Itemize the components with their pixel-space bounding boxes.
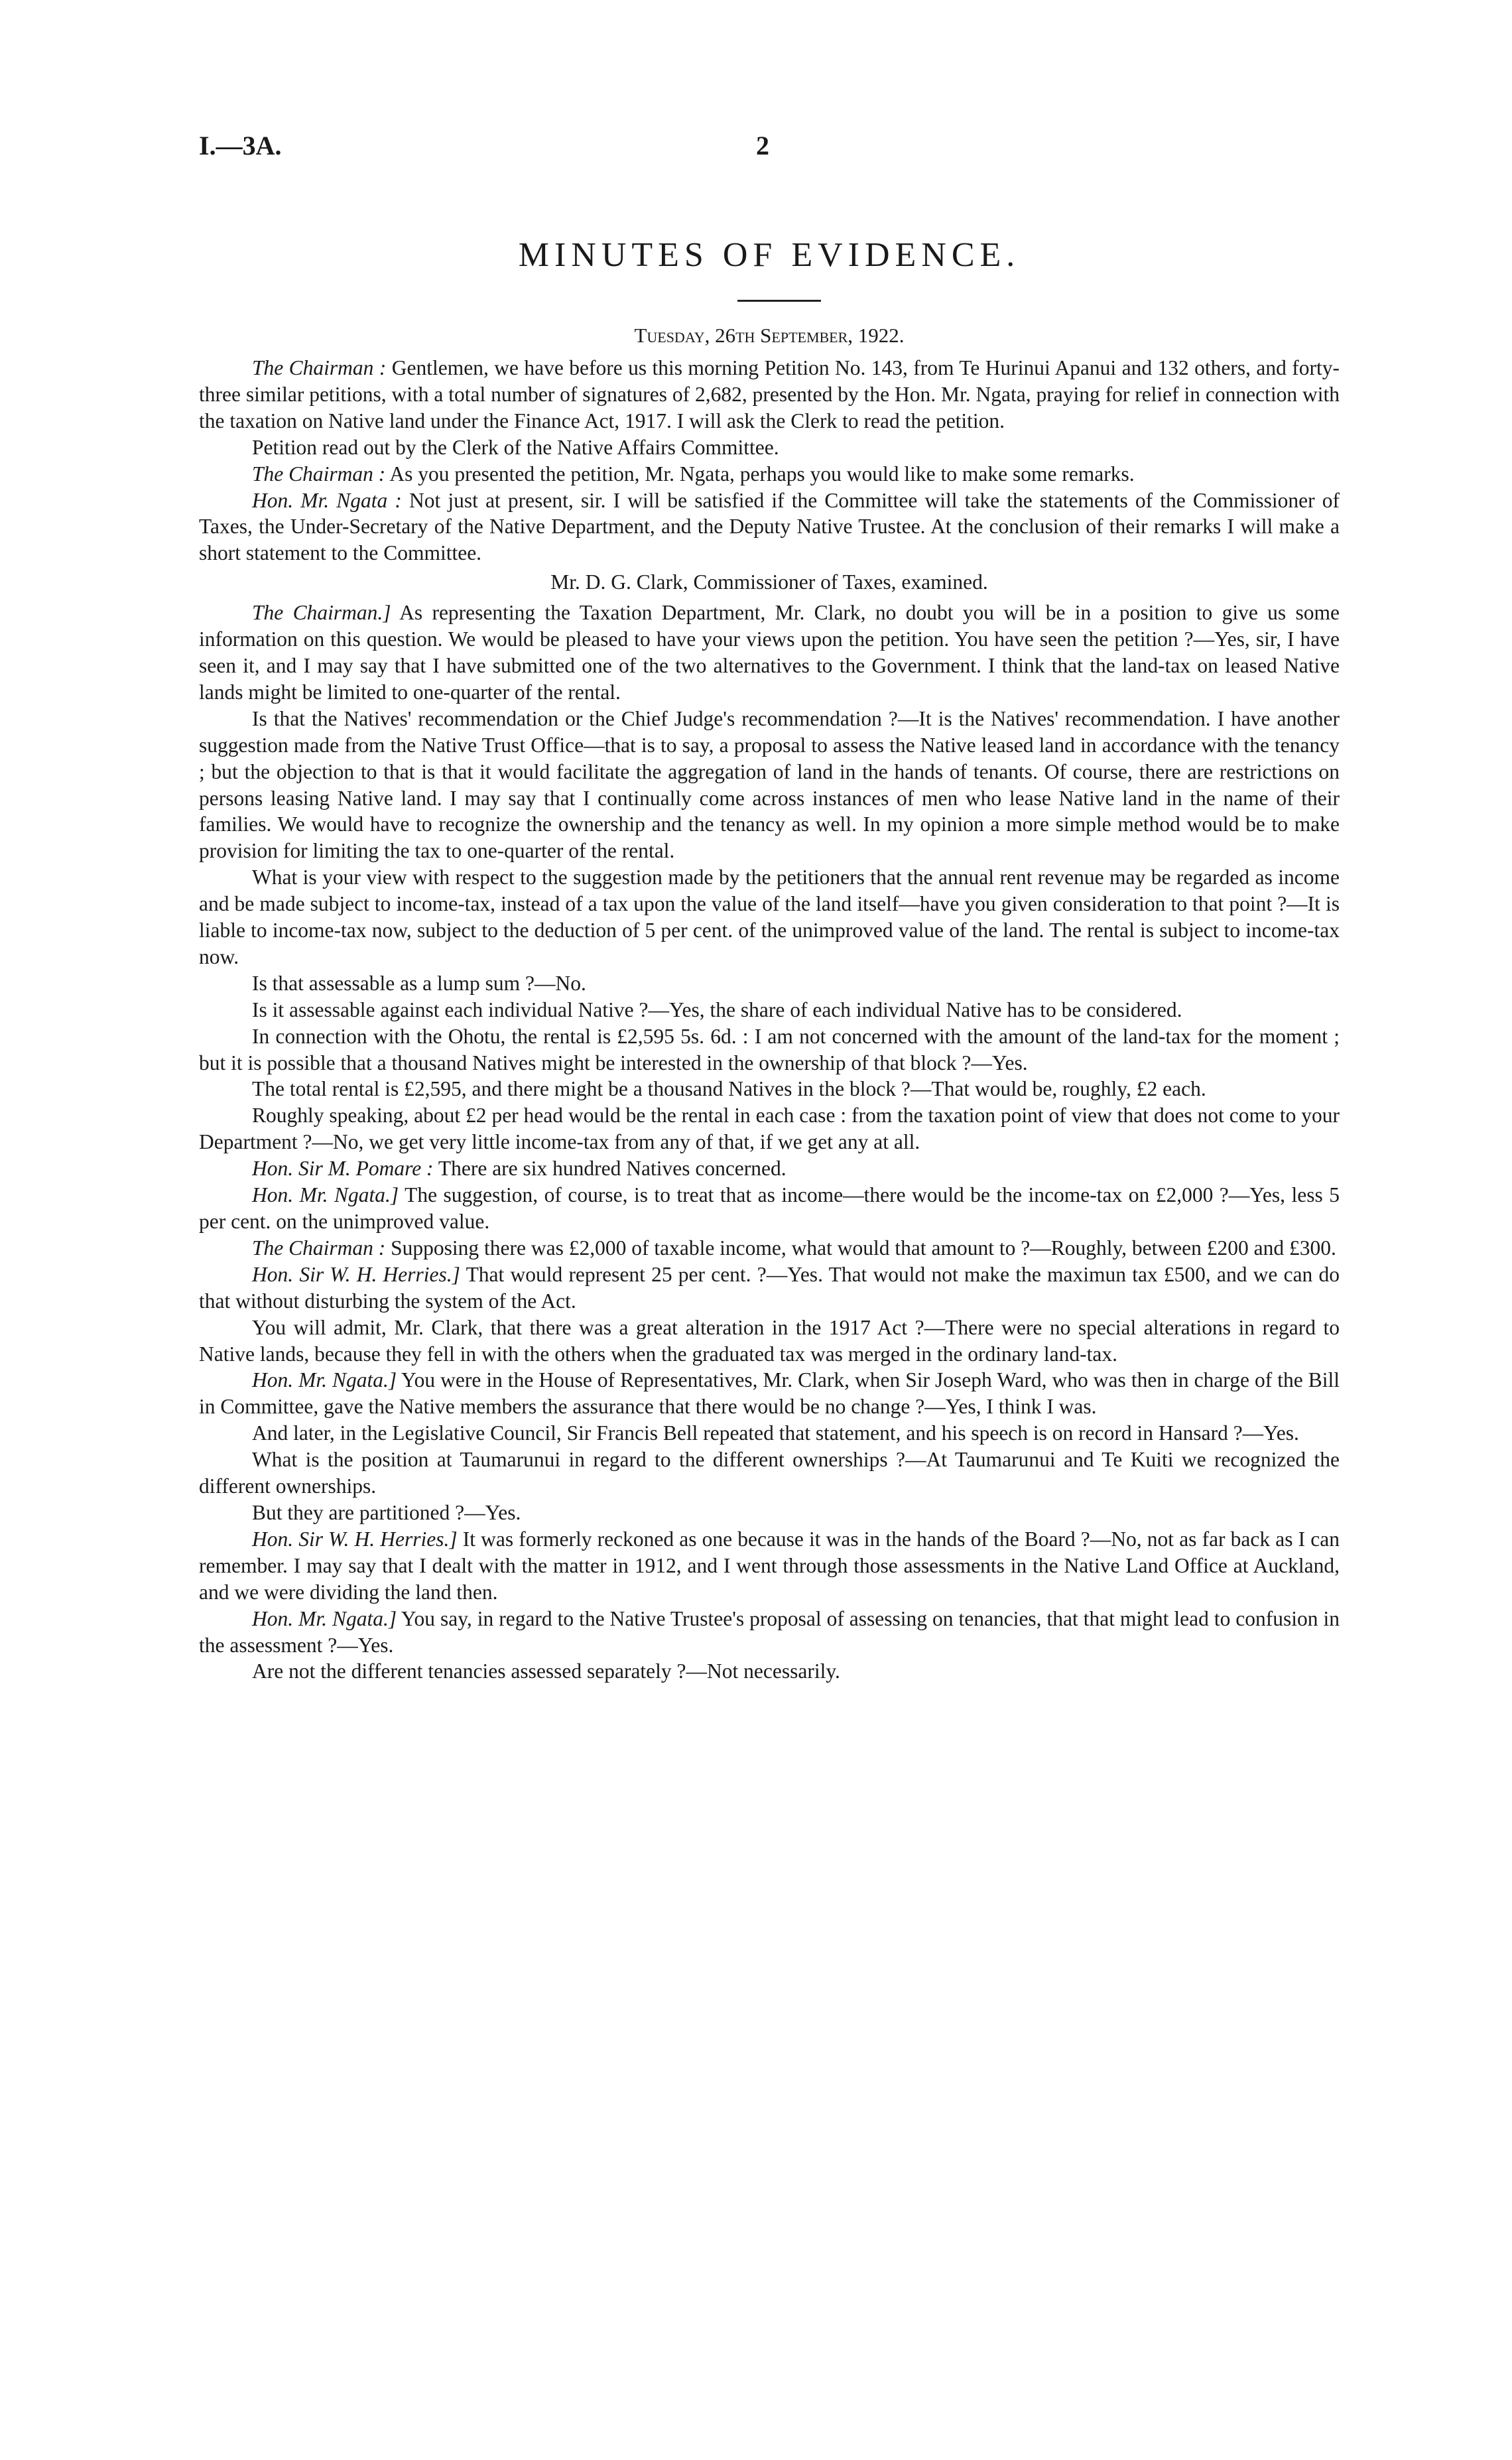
speaker-label: Hon. Mr. Ngata.] — [252, 1368, 397, 1392]
paragraph-text: You were in the House of Representatives, Mr. Clark, when Sir Joseph Ward, who was then in charge of the Bill in Committee, gave the Native members the assurance that there would be no change ?—Yes, I think I was. — [199, 1368, 1340, 1419]
minutes-paragraph — [199, 1182, 1340, 1235]
speaker-label: Hon. Sir W. H. Herries.] — [252, 1262, 460, 1286]
minutes-paragraph — [199, 864, 1340, 970]
paragraph-text: But they are partitioned ?—Yes. — [252, 1500, 521, 1524]
minutes-paragraph — [199, 1262, 1340, 1315]
speaker-label: Hon. Sir W. H. Herries.] — [252, 1527, 458, 1551]
title-rule — [737, 300, 821, 302]
paragraph-text: Roughly speaking, about £2 per head would be the rental in each case : from the taxation point of view that does not come to your Department ?—No, we get very little income-tax from any of that, if we get any at all. — [199, 1104, 1340, 1154]
paragraph-text: You will admit, Mr. Clark, that there was a great alteration in the 1917 Act ?—There were no special alterations in regard to Native lands, because they fell in with the others when the graduated tax was merged in the ordinary land-tax. — [199, 1315, 1340, 1366]
speaker-label: The Chairman : — [252, 356, 387, 379]
paragraph-text: As representing the Taxation Department, Mr. Clark, no doubt you will be in a position to give us some information on this question. We would be pleased to have your views upon the petition. You have seen the petition ?—Yes, sir, I have seen it, and I may say that I have submitted one of the two alternatives to the Government. I think that the land-tax on leased Native lands might be limited to one-quarter of the rental. — [199, 601, 1340, 704]
paragraph-text: There are six hundred Natives concerned. — [438, 1157, 787, 1181]
minutes-paragraph — [199, 487, 1340, 567]
minutes-paragraph — [199, 355, 1340, 434]
minutes-paragraph — [199, 1235, 1340, 1262]
paragraph-text: The total rental is £2,595, and there might be a thousand Natives in the block ?—That would be, roughly, £2 each. — [252, 1077, 1206, 1101]
page-number: 2 — [756, 131, 769, 161]
minutes-paragraph — [199, 1076, 1340, 1102]
paragraph-text: You say, in regard to the Native Trustee's proposal of assessing on tenancies, that that might lead to confusion in the assessment ?—Yes. — [199, 1606, 1340, 1657]
page-header — [199, 130, 1340, 176]
paragraph-text: What is your view with respect to the suggestion made by the petitioners that the annual rent revenue may be regarded as income and be made subject to income-tax, instead of a tax upon the value of the land itself—have you given consideration to that point ?—It is liable to income-tax now, subject to the deduction of 5 per cent. of the unimproved value of the land. The rental is subject to income-tax now. — [199, 866, 1340, 968]
speaker-label: Hon. Mr. Ngata : — [252, 488, 402, 512]
minutes-paragraph — [199, 1102, 1340, 1155]
minutes-paragraph — [199, 1606, 1340, 1659]
minutes-body — [199, 355, 1340, 1685]
speaker-label: Hon. Mr. Ngata.] — [252, 1606, 397, 1630]
paragraph-text: Is that assessable as a lump sum ?—No. — [252, 971, 586, 995]
minutes-paragraph — [199, 1155, 1340, 1182]
minutes-paragraph — [199, 1315, 1340, 1368]
minutes-paragraph — [199, 1420, 1340, 1447]
minutes-paragraph — [199, 600, 1340, 706]
speaker-label: The Chairman : — [252, 462, 386, 486]
minutes-paragraph — [199, 1367, 1340, 1420]
minutes-paragraph — [199, 461, 1340, 487]
speaker-label: The Chairman : — [252, 1236, 386, 1260]
paragraph-text: Petition read out by the Clerk of the Native Affairs Committee. — [252, 435, 779, 459]
paragraph-text: And later, in the Legislative Council, Sir Francis Bell repeated that statement, and his speech is on record in Hansard ?—Yes. — [252, 1421, 1299, 1445]
paragraph-text: Not just at present, sir. I will be satisfied if the Committee will take the statements of the Commissioner of Taxes, the Under-Secretary of the Native Department, and the Deputy Native Trustee. At the conclusion of their remarks I will make a short statement to the Committee. — [199, 488, 1340, 565]
paragraph-text: The suggestion, of course, is to treat that as income—there would be the income-tax on £2,000 ?—Yes, less 5 per cent. on the unimproved value. — [199, 1183, 1340, 1233]
paragraph-text: Supposing there was £2,000 of taxable income, what would that amount to ?—Roughly, between £200 and £300. — [391, 1236, 1336, 1260]
minutes-paragraph — [199, 970, 1340, 997]
session-date: Tuesday, 26th September, 1922. — [634, 324, 905, 347]
paragraph-text: As you presented the petition, Mr. Ngata, perhaps you would like to make some remarks. — [389, 462, 1135, 486]
document-reference: I.—3A. — [199, 131, 282, 161]
paragraph-text: That would represent 25 per cent. ?—Yes. That would not make the maximun tax £500, and we can do that without disturbing the system of the Act. — [199, 1262, 1340, 1313]
speaker-label: Hon. Sir M. Pomare : — [252, 1157, 434, 1181]
document-title: MINUTES OF EVIDENCE. — [518, 236, 1021, 274]
minutes-paragraph — [199, 1526, 1340, 1606]
minutes-paragraph — [199, 1658, 1340, 1685]
minutes-paragraph — [199, 434, 1340, 461]
paragraph-text: Gentlemen, we have before us this morning Petition No. 143, from Te Hurinui Apanui and 132 others, and forty-three similar petitions, with a total number of signatures of 2,682, presented by the Hon. Mr. Ngata, praying for relief in connection with the taxation on Native land under the Finance Act, 1917. I will ask the Clerk to read the petition. — [199, 356, 1340, 432]
paragraph-text: What is the position at Taumarunui in regard to the different ownerships ?—At Taumarunui and Te Kuiti we recognized the different ownerships. — [199, 1448, 1340, 1498]
minutes-paragraph — [199, 1447, 1340, 1500]
paragraph-text: It was formerly reckoned as one because it was in the hands of the Board ?—No, not as far back as I can remember. I may say that I dealt with the matter in 1912, and I went through those assessments in the Native Land Office at Auckland, and we were dividing the land then. — [199, 1527, 1340, 1604]
minutes-paragraph — [199, 997, 1340, 1023]
minutes-paragraph — [199, 1500, 1340, 1526]
minutes-paragraph — [199, 1023, 1340, 1076]
paragraph-text: Are not the different tenancies assessed separately ?—Not necessarily. — [252, 1659, 840, 1683]
witness-heading: Mr. D. G. Clark, Commissioner of Taxes, examined. — [550, 570, 988, 594]
speaker-label: The Chairman.] — [252, 601, 391, 625]
speaker-label: Hon. Mr. Ngata.] — [252, 1183, 399, 1207]
minutes-paragraph — [199, 706, 1340, 864]
paragraph-text: Is it assessable against each individual Native ?—Yes, the share of each individual Native has to be considered. — [252, 998, 1182, 1021]
paragraph-text: Is that the Natives' recommendation or the Chief Judge's recommendation ?—It is the Natives' recommendation. I have another suggestion made from the Native Trust Office—that is to say, a proposal to assess the Native leased land in accordance with the tenancy ; but the objection to that is that it would facilitate the aggregation of land in the hands of tenants. Of course, there are restrictions on persons leasing Native land. I may say that I continually come across instances of men who lease Native land in the name of their families. We would have to recognize the ownership and the tenancy as well. In my opinion a more simple method would be to make provision for limiting the tax to one-quarter of the rental. — [199, 706, 1340, 863]
paragraph-text: In connection with the Ohotu, the rental is £2,595 5s. 6d. : I am not concerned with the amount of the land-tax for the moment ; but it is possible that a thousand Natives might be interested in the ownership of that block ?—Yes. — [199, 1024, 1340, 1074]
